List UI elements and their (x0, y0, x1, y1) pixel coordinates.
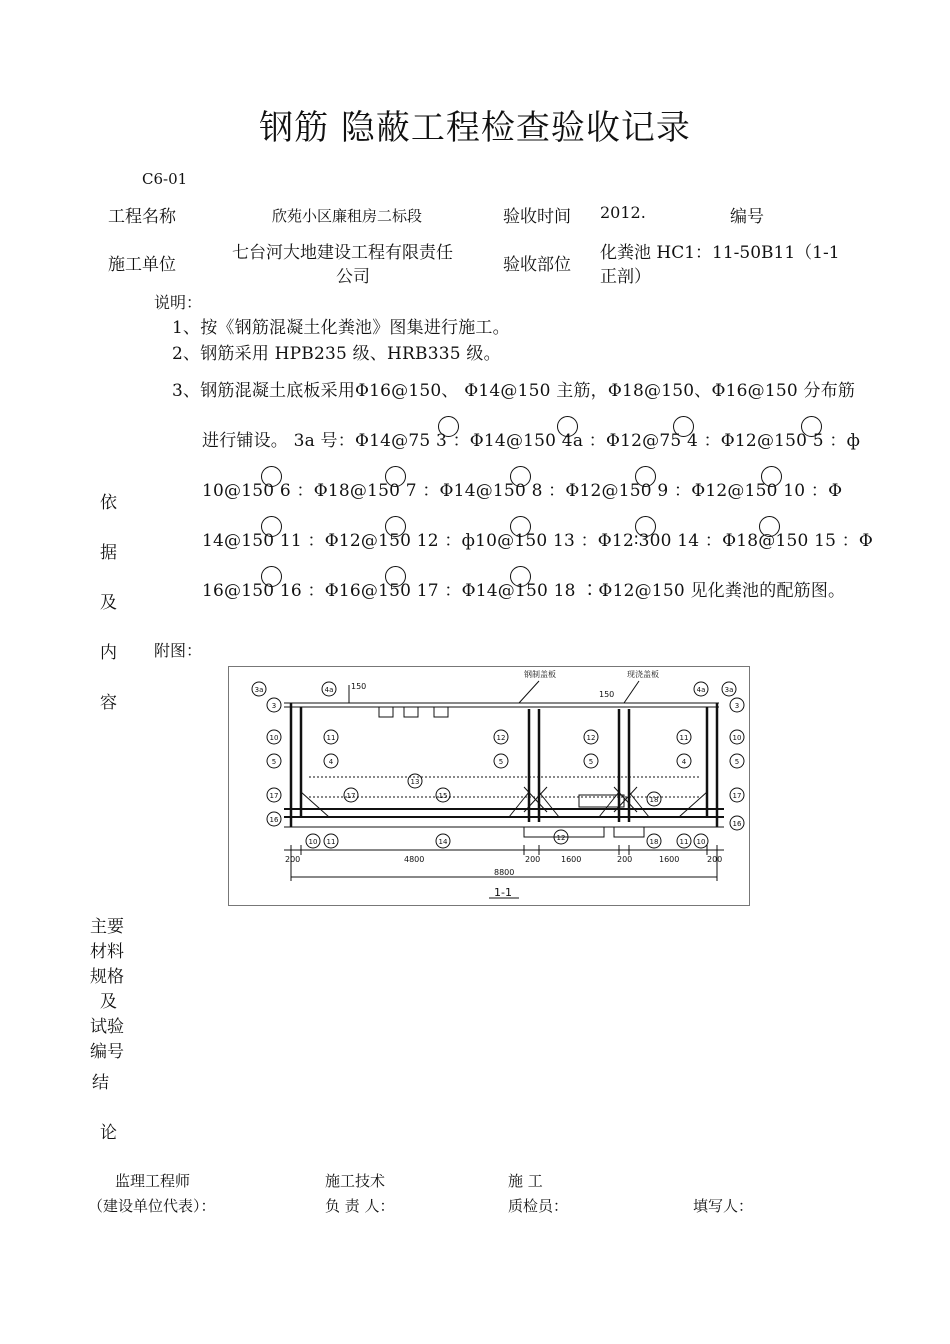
svg-text:10: 10 (269, 734, 279, 742)
svg-text:17: 17 (269, 792, 279, 800)
haunch (629, 792, 649, 817)
dim-200a: 200 (285, 855, 301, 864)
svg-text:3a: 3a (724, 686, 734, 694)
project-name-value: 欣苑小区廉租房二标段 (272, 207, 423, 225)
dim-200d: 200 (707, 855, 723, 864)
project-name-label: 工程名称 (108, 207, 176, 227)
qc-label-line2: 质检员： (508, 1197, 569, 1215)
page-title: 钢筋 隐蔽工程检查验收记录 (259, 108, 691, 148)
mark-3a-right (722, 682, 736, 696)
contractor-value-line1: 七台河大地建设工程有限责任 (232, 243, 453, 263)
dim-200b: 200 (525, 855, 541, 864)
svg-text:4: 4 (328, 758, 334, 766)
mark-16-left (267, 812, 281, 826)
svg-text:5: 5 (498, 758, 504, 766)
tech-label-line1: 施工技术 (325, 1172, 386, 1190)
haunch (509, 792, 529, 817)
contractor-value-line2: 公司 (336, 267, 370, 287)
explanation-item3-line5: 16@150 16 ：Φ16@150 17 ：Φ14@150 18 ∶Φ12@150 见化粪池的配筋图。 (202, 581, 846, 601)
mark-10-left (267, 730, 281, 744)
mark-13 (408, 774, 422, 788)
mark-circle (510, 466, 531, 487)
mark-4a-right (694, 682, 708, 696)
dim-4800: 4800 (404, 855, 425, 864)
slab-bump (434, 707, 448, 717)
mark-circle (761, 466, 782, 487)
mark-circle (385, 516, 406, 537)
svg-text:18: 18 (649, 838, 659, 846)
rebar-drawing (228, 666, 750, 906)
slab-bump (404, 707, 418, 717)
side-label-materials-3: 规格 (90, 967, 124, 987)
svg-text:13: 13 (410, 778, 420, 786)
svg-text:11: 11 (679, 734, 689, 742)
svg-text:10: 10 (732, 734, 742, 742)
slab-bump (379, 707, 393, 717)
foundation-step (614, 827, 644, 837)
qc-label-line1: 施 工 (508, 1172, 543, 1190)
filler-label: 填写人： (693, 1197, 754, 1215)
mark-4-right (677, 754, 691, 768)
svg-text:4: 4 (681, 758, 687, 766)
svg-text:18: 18 (649, 796, 659, 804)
mark-circle (385, 566, 406, 587)
explanation-heading: 说明： (154, 293, 203, 312)
mark-18-bottom (647, 834, 661, 848)
mark-circle (385, 466, 406, 487)
side-label-materials-1: 主要 (90, 917, 124, 937)
svg-text:12: 12 (556, 834, 566, 842)
dim-200c: 200 (617, 855, 633, 864)
svg-text:5: 5 (271, 758, 277, 766)
svg-text:17: 17 (346, 792, 356, 800)
dim-1600b: 1600 (659, 855, 680, 864)
svg-text:3: 3 (734, 702, 740, 710)
label-steel-cover: 钢制盖板 (524, 670, 556, 679)
section-label: 1-1 (494, 886, 512, 899)
supervisor-label-line1: 监理工程师 (115, 1172, 191, 1190)
mark-circle (438, 416, 459, 437)
mark-circle (261, 566, 282, 587)
mark-circle (261, 516, 282, 537)
side-label-materials-4: 及 (100, 992, 117, 1012)
mark-10-right (730, 730, 744, 744)
svg-text:11: 11 (679, 838, 689, 846)
side-label-basis-1: 依 (100, 493, 117, 513)
mark-4a-left (322, 682, 336, 696)
dim-150b: 150 (351, 682, 367, 691)
number-label: 编号 (730, 207, 764, 227)
mark-4-left (324, 754, 338, 768)
svg-text:5: 5 (734, 758, 740, 766)
side-label-basis-2: 据 (100, 543, 117, 563)
mark-11-right (677, 730, 691, 744)
tech-label-line2: 负 责 人： (325, 1197, 395, 1215)
mark-17-mid (344, 788, 358, 802)
mark-3-right (730, 698, 744, 712)
mark-12-right (584, 730, 598, 744)
haunch (539, 792, 559, 817)
side-label-materials-5: 试验 (90, 1017, 124, 1037)
accept-time-value: 2012. (600, 203, 646, 222)
supervisor-label-line2: （建设单位代表）： (88, 1197, 216, 1215)
dim-1600a: 1600 (561, 855, 582, 864)
mark-10-bottom (306, 834, 320, 848)
mark-10-bottom-right (694, 834, 708, 848)
mark-circle (261, 466, 282, 487)
accept-part-value-line1: 化粪池 HC1：11-50B11（1-1 (600, 243, 840, 263)
mark-17-right (730, 788, 744, 802)
mark-circle (635, 516, 656, 537)
svg-text:11: 11 (326, 734, 336, 742)
explanation-item3-line3: 10@150 6 ：Φ18@150 7 ：Φ14@150 8 ：Φ12@150 9 ：Φ12@150 10 ：Φ (202, 481, 843, 501)
explanation-item2: 2、钢筋采用 HPB235 级、HRB335 级。 (172, 344, 501, 364)
svg-text:10: 10 (696, 838, 706, 846)
leader-line (624, 681, 639, 703)
mark-3a-left (252, 682, 266, 696)
mark-12-mid (494, 730, 508, 744)
side-label-basis-3: 及 (100, 593, 117, 613)
mark-14 (436, 834, 450, 848)
explanation-item1: 1、按《钢筋混凝土化粪池》图集进行施工。 (172, 318, 510, 338)
side-label-conclusion-1: 结 (92, 1073, 109, 1093)
haunch (679, 792, 707, 817)
mark-5-mid (494, 754, 508, 768)
mark-circle (510, 516, 531, 537)
label-cast-cover: 现浇盖板 (627, 670, 659, 679)
mark-17-left (267, 788, 281, 802)
svg-text:10: 10 (308, 838, 318, 846)
dim-150: 150 (599, 690, 615, 699)
dim-8800: 8800 (494, 868, 515, 877)
contractor-label: 施工单位 (108, 255, 176, 275)
mark-5-far-right (730, 754, 744, 768)
mark-circle (673, 416, 694, 437)
mark-11-bottom (324, 834, 338, 848)
accept-part-value-line2: 正剖） (600, 267, 651, 287)
explanation-item3-line4: 14@150 11 ：Φ12@150 12 ：ф10@150 13 ：Φ12∶300 14 ：Φ18@150 15 ：Φ (202, 531, 874, 551)
mark-circle (510, 566, 531, 587)
explanation-item3-line1: 3、钢筋混凝土底板采用Φ16@150、 Φ14@150 主筋，Φ18@150、Φ16@150 分布筋 (172, 381, 856, 401)
svg-text:4a: 4a (696, 686, 706, 694)
haunch (599, 792, 619, 817)
mark-16-right (730, 816, 744, 830)
accept-time-label: 验收时间 (503, 207, 571, 227)
mark-5-right (584, 754, 598, 768)
mark-15 (436, 788, 450, 802)
side-label-conclusion-2: 论 (100, 1123, 117, 1143)
svg-text:4a: 4a (324, 686, 334, 694)
svg-text:11: 11 (326, 838, 336, 846)
mark-circle (557, 416, 578, 437)
svg-text:12: 12 (586, 734, 596, 742)
svg-text:5: 5 (588, 758, 594, 766)
svg-text:15: 15 (438, 792, 448, 800)
svg-text:3a: 3a (254, 686, 264, 694)
leader-line (519, 681, 539, 703)
accept-part-label: 验收部位 (503, 255, 571, 275)
mark-11-left (324, 730, 338, 744)
form-code: C6-01 (142, 170, 188, 188)
mark-5-left (267, 754, 281, 768)
svg-text:3: 3 (271, 702, 277, 710)
mark-18-mid (647, 792, 661, 806)
attached-label: 附图： (154, 641, 203, 660)
explanation-item3-line2: 进行铺设。 3a 号：Φ14@75 3 ：Φ14@150 4a ：Φ12@75 4 ：Φ12@150 5 ：ф (202, 431, 861, 451)
mark-3-left (267, 698, 281, 712)
mark-11-bottom-right (677, 834, 691, 848)
svg-text:16: 16 (269, 816, 279, 824)
svg-text:14: 14 (438, 838, 448, 846)
svg-text:12: 12 (496, 734, 506, 742)
side-label-materials-6: 编号 (90, 1042, 124, 1062)
side-label-materials-2: 材料 (90, 942, 124, 962)
side-label-basis-4: 内 (100, 643, 117, 663)
mark-circle (635, 466, 656, 487)
side-label-basis-5: 容 (100, 693, 117, 713)
mark-circle (759, 516, 780, 537)
svg-text:16: 16 (732, 820, 742, 828)
svg-text:17: 17 (732, 792, 742, 800)
rebar-drawing-svg (229, 667, 749, 905)
mark-circle (801, 416, 822, 437)
haunch (301, 792, 329, 817)
